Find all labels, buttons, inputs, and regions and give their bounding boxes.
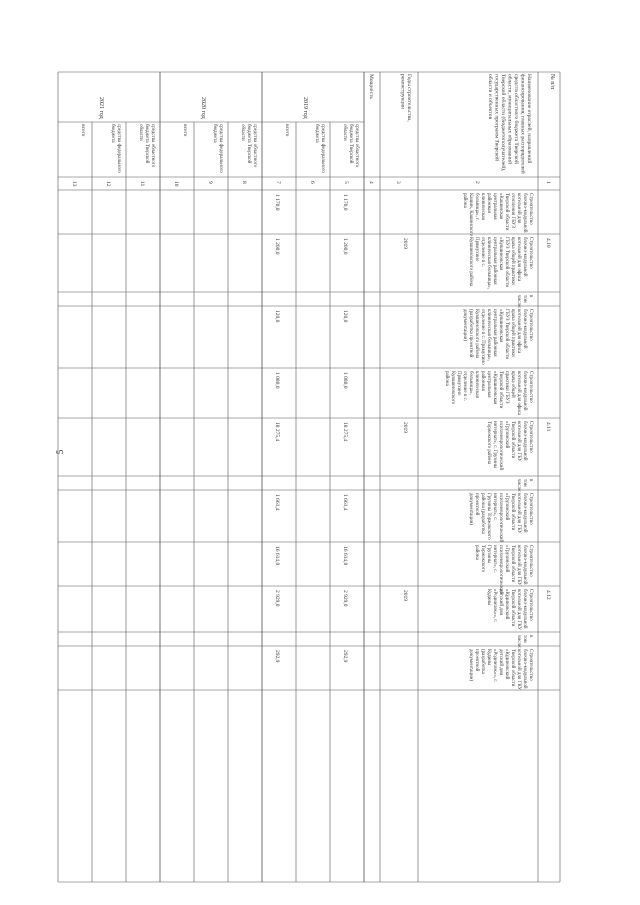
header-total-2: всего bbox=[80, 124, 86, 137]
header-power: Мощность bbox=[368, 74, 374, 99]
column-number: 7 bbox=[275, 181, 281, 184]
row-regional-2019: 1 661,4 bbox=[342, 494, 348, 511]
row-total-2019: 1 661,4 bbox=[274, 494, 280, 511]
row-total-2019: 2 929,0 bbox=[274, 590, 280, 607]
column-number: 9 bbox=[207, 181, 213, 184]
row-regional-2019: 292,9 bbox=[342, 650, 348, 663]
table-body bbox=[274, 193, 551, 691]
row-total-2019: 120,0 bbox=[274, 310, 280, 323]
header-federal-1: средства федеральногобюджета bbox=[212, 124, 223, 173]
column-number: 12 bbox=[105, 181, 111, 187]
header-2021: 2021 год bbox=[98, 97, 104, 119]
header-2020: 2020 год bbox=[200, 97, 206, 119]
column-number: 6 bbox=[309, 181, 315, 184]
row-name: Строительствоблочно-модульнойкотельной для ГБУТверской области«Грузинскийпсихоневрологическийинтернат», с. ГрузиныТоржокского района bbox=[486, 421, 533, 471]
row-name: Строительствоблочно-модульнойкотельной для ГБУТверской области«Грузинскийпсихоневрологическийинтернат», с.Грузины Торжокскогорайона (разработкапроектнойдокументации) bbox=[468, 493, 533, 543]
header-years: Годы строительства,реконструкции bbox=[399, 74, 412, 122]
header-regional-0: средства областногобюджета Тверскойобласти bbox=[342, 124, 359, 168]
row-years: 2019 bbox=[402, 238, 408, 249]
row-number: 4.11 bbox=[545, 422, 551, 432]
row-number: 4.10 bbox=[545, 238, 551, 248]
row-years: 2019 bbox=[402, 422, 408, 433]
header-regional-1: средства областногобюджета Тверскойобласти bbox=[240, 124, 257, 168]
row-number: 4.12 bbox=[545, 590, 551, 600]
row-regional-2019: 16 614,0 bbox=[342, 546, 348, 566]
row-name: втомчисле: bbox=[516, 479, 533, 493]
table-header bbox=[71, 74, 555, 187]
column-number: 8 bbox=[241, 181, 247, 184]
header-regional-2: средства областногобюджета Тверскойобласти bbox=[138, 124, 155, 168]
row-total-2019: 1 200,0 bbox=[274, 238, 280, 255]
row-name: Строительствоблочно-модульнойкотельной для ГБУТверской области«Грузинскийпсихоневрологическийинтернат», с.ГрузиныТоржокскогорайона bbox=[474, 545, 533, 595]
header-total-0: всего bbox=[284, 124, 290, 137]
row-name: Строительствоблочно-модульнойкотельной для ГКУТверской области«Кудиновскийдетский дом«Родничок»», г.Кудины(разработкапроектнойдокументации) bbox=[468, 649, 533, 691]
header-federal-2: средства федеральногобюджета bbox=[110, 124, 121, 173]
column-number: 13 bbox=[71, 181, 77, 187]
row-regional-2019: 18 275,4 bbox=[342, 422, 348, 442]
row-regional-2019: 120,0 bbox=[342, 310, 348, 323]
column-number: 10 bbox=[173, 181, 179, 187]
header-num: № п/п bbox=[549, 74, 555, 90]
column-number: 5 bbox=[343, 181, 349, 184]
row-regional-2019: 2 929,0 bbox=[342, 590, 348, 607]
column-number: 11 bbox=[139, 181, 145, 187]
header-federal-0: средства федеральногобюджета bbox=[314, 124, 325, 173]
row-total-2019: 292,9 bbox=[274, 650, 280, 663]
row-name: Строительствоблочно-модульнойкотельной для офисаврача общей практикиГБУЗ Тверской области«Кувшиновскаяцентральная районнаяклиническая больница»,отделение в с. ПрямухиноКувшиновского района(разработка проектнойдокументации) bbox=[462, 309, 533, 365]
header-name: Наименование отраслей, направленийфинансирования, главных распорядителейсредств областного бюджета Тверскойобласти, муниципальных образованийТверской области (бюджетополучателей),государственных программ Тверскойобласти и объектов bbox=[487, 74, 532, 174]
row-name: Строительствоблочно-модульнойкотельной дляотопления ГБУЗТверской области«Кашинскаяцентральнаярайоннаяклиническаябольница», г.Кашин, Кашинскогорайона bbox=[462, 193, 533, 237]
row-name: втомчисле: bbox=[516, 295, 533, 309]
row-regional-2019: 1 080,0 bbox=[342, 372, 348, 389]
column-number: 1 bbox=[545, 181, 551, 184]
row-total-2019: 16 614,0 bbox=[274, 546, 280, 566]
header-2019: 2019 год bbox=[302, 97, 308, 119]
row-total-2019: 1 170,0 bbox=[274, 194, 280, 211]
row-regional-2019: 1 170,0 bbox=[342, 194, 348, 211]
row-years: 2019 bbox=[402, 590, 408, 601]
column-number: 3 bbox=[395, 181, 401, 184]
row-total-2019: 18 275,4 bbox=[274, 422, 280, 442]
row-name: Строительствоблочно-модульнойкотельной для ГКУТверской области«Кудиновскийдетский дом«Родничок»», г.Кудины bbox=[486, 589, 533, 631]
row-regional-2019: 1 200,0 bbox=[342, 238, 348, 255]
row-name: Строительствоблочно-модульнойкотельной для офисаврача общей практикиГБУЗ Тверской области«Кувшиновскаяцентральная районнаяклиническая больница»,отделение в с.ПрямухиноКувшиновского района bbox=[468, 237, 533, 289]
column-number: 2 bbox=[474, 181, 480, 184]
page-number: 5 bbox=[55, 449, 65, 455]
header-total-1: всего bbox=[182, 124, 188, 137]
row-total-2019: 1 080,0 bbox=[274, 372, 280, 389]
column-number: 4 bbox=[368, 181, 374, 184]
row-name: Строительствоблочно-модульнойкотельной для офисаврача общейпрактики ГБУЗТверской области«Кувшиновскаяцентральнаярайоннаяклиническаябольница»,отделение в с.ПрямухиноКувшиновскогорайона bbox=[444, 371, 533, 416]
row-name: втомчисле: bbox=[516, 635, 533, 649]
